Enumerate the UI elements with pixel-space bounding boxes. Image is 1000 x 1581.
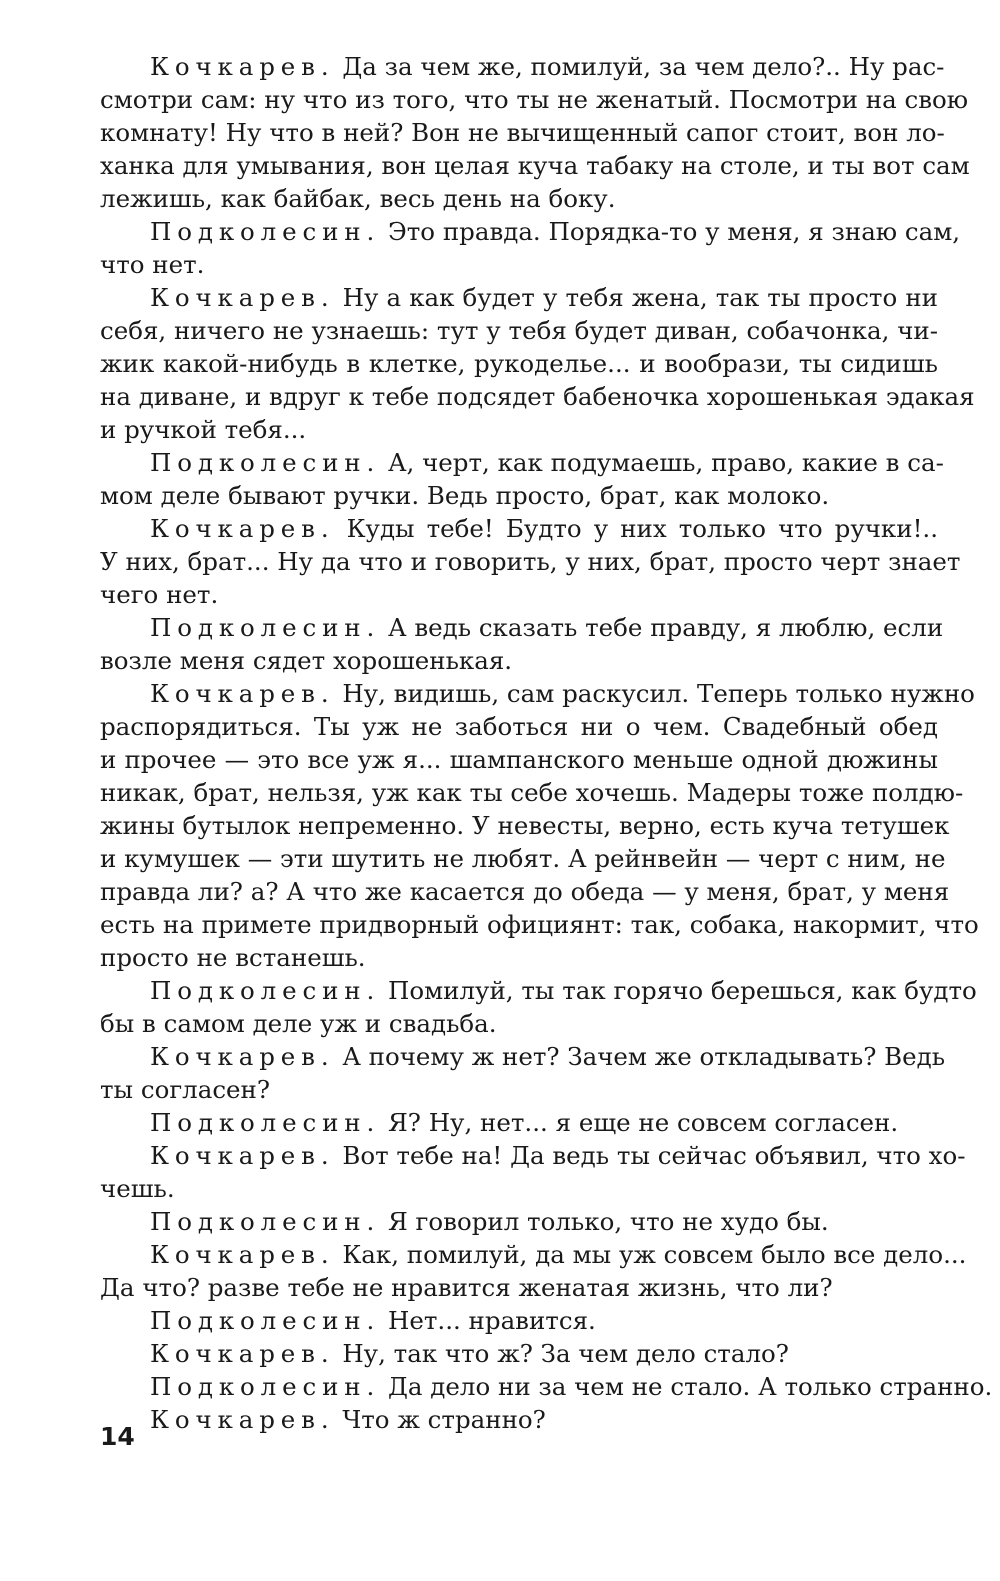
speech-text: просто не встанешь.	[100, 943, 366, 972]
dialogue-block	[100, 611, 944, 677]
dialogue-block	[100, 1370, 993, 1403]
speech-text: есть на примете придворный официянт: так, собака, накормит, что	[100, 910, 979, 939]
speaker-name: Подколесин.	[150, 1306, 381, 1335]
speech-text: бы в самом деле уж и свадьба.	[100, 1009, 497, 1038]
text-line	[100, 1040, 946, 1073]
text-line	[100, 578, 938, 611]
dialogue-block	[100, 446, 944, 512]
text-line	[100, 1403, 938, 1436]
speech-text: лежишь, как байбак, весь день на боку.	[100, 184, 616, 213]
text-line	[100, 215, 961, 248]
speech-text: А ведь сказать тебе правду, я люблю, если	[387, 613, 944, 642]
speech-text: ханка для умывания, вон целая куча табаку на столе, и ты вот сам	[100, 151, 970, 180]
text-line	[100, 248, 938, 281]
speaker-name: Подколесин.	[150, 1207, 381, 1236]
speaker-name: Кочкарев.	[150, 514, 335, 543]
dialogue-block	[100, 1205, 938, 1238]
speech-text: Как, помилуй, да мы уж совсем было все дело...	[342, 1240, 967, 1269]
text-line	[100, 1073, 938, 1106]
text-line	[100, 413, 938, 446]
speech-text: и кумушек — эти шутить не любят. А рейнвейн — черт с ним, не	[100, 844, 946, 873]
dialogue-block	[100, 281, 975, 446]
dialogue-block	[100, 50, 970, 215]
text-line	[100, 974, 977, 1007]
text-line	[100, 1106, 938, 1139]
speech-text: на диване, и вдруг к тебе подсядет бабеночка хорошенькая эдакая	[100, 382, 975, 411]
dialogue-block	[100, 677, 979, 974]
dialogue-block	[100, 974, 977, 1040]
text-line	[100, 281, 938, 314]
page-number: 14	[100, 1422, 135, 1451]
speech-text: комнату! Ну что в ней? Вон не вычищенный сапог стоит, вон ло-	[100, 118, 945, 147]
text-line	[100, 1304, 938, 1337]
speech-text: Нет... нравится.	[387, 1306, 596, 1335]
speaker-name: Подколесин.	[150, 1372, 381, 1401]
speech-text: и ручкой тебя...	[100, 415, 307, 444]
speech-text: Ну, видишь, сам раскусил. Теперь только нужно	[342, 679, 975, 708]
speech-text: возле меня сядет хорошенькая.	[100, 646, 513, 675]
text-line	[100, 512, 938, 545]
speech-text: Куды тебе! Будто у них только что ручки!..	[346, 514, 938, 543]
text-line	[100, 1337, 938, 1370]
text-line	[100, 611, 944, 644]
dialogue-block	[100, 1403, 938, 1436]
dialogue-block	[100, 1040, 946, 1106]
speech-text: А почему ж нет? Зачем же откладывать? Ведь	[342, 1042, 946, 1071]
text-line	[100, 380, 975, 413]
dialogue-block	[100, 1106, 938, 1139]
text-line	[100, 1271, 938, 1304]
text-line	[100, 809, 950, 842]
text-line	[100, 50, 945, 83]
text-line	[100, 710, 938, 743]
speaker-name: Кочкарев.	[150, 1042, 335, 1071]
speech-text: жины бутылок непременно. У невесты, верно, есть куча тетушек	[100, 811, 950, 840]
speech-text: Да за чем же, помилуй, за чем дело?.. Ну рас-	[342, 52, 945, 81]
speech-text: чешь.	[100, 1174, 175, 1203]
speaker-name: Подколесин.	[150, 217, 381, 246]
speech-text: Вот тебе на! Да ведь ты сейчас объявил, что хо-	[342, 1141, 966, 1170]
speech-text: Да что? разве тебе не нравится женатая жизнь, что ли?	[100, 1273, 833, 1302]
text-line	[100, 83, 969, 116]
speech-text: Да дело ни за чем не стало. А только странно.	[387, 1372, 993, 1401]
text-line	[100, 149, 970, 182]
speaker-name: Кочкарев.	[150, 1405, 335, 1434]
text-line	[100, 347, 938, 380]
speech-text: Что ж странно?	[342, 1405, 546, 1434]
dialogue-block	[100, 512, 961, 611]
text-line	[100, 446, 944, 479]
dialogue-block	[100, 1337, 938, 1370]
speech-text: смотри сам: ну что из того, что ты не женатый. Посмотри на свою	[100, 85, 969, 114]
text-line	[100, 1172, 938, 1205]
speech-text: Это правда. Порядка-то у меня, я знаю сам,	[387, 217, 961, 246]
dialogue-block	[100, 215, 961, 281]
speech-text: Я говорил только, что не худо бы.	[387, 1207, 829, 1236]
speech-text: себя, ничего не узнаешь: тут у тебя будет диван, собачонка, чи-	[100, 316, 938, 345]
text-line	[100, 182, 938, 215]
dialogue-block	[100, 1238, 967, 1304]
text-line	[100, 908, 979, 941]
speech-text: распорядиться. Ты уж не заботься ни о чем. Свадебный обед	[100, 712, 938, 741]
speaker-name: Кочкарев.	[150, 283, 335, 312]
speech-text: чего нет.	[100, 580, 219, 609]
speaker-name: Кочкарев.	[150, 1339, 335, 1368]
play-text	[100, 50, 993, 1436]
speech-text: У них, брат... Ну да что и говорить, у них, брат, просто черт знает	[100, 547, 961, 576]
speaker-name: Подколесин.	[150, 1108, 381, 1137]
text-line	[100, 1238, 967, 1271]
speaker-name: Кочкарев.	[150, 52, 335, 81]
text-line	[100, 842, 946, 875]
text-line	[100, 479, 938, 512]
text-line	[100, 776, 964, 809]
speech-text: что нет.	[100, 250, 205, 279]
speech-text: жик какой-нибудь в клетке, рукоделье... и вообрази, ты сидишь	[100, 349, 938, 378]
speaker-name: Подколесин.	[150, 448, 381, 477]
speaker-name: Подколесин.	[150, 613, 381, 642]
text-line	[100, 545, 961, 578]
speech-text: ты согласен?	[100, 1075, 271, 1104]
text-line	[100, 116, 945, 149]
speech-text: Я? Ну, нет... я еще не совсем согласен.	[387, 1108, 899, 1137]
speaker-name: Подколесин.	[150, 976, 381, 1005]
speech-text: Ну а как будет у тебя жена, так ты просто ни	[342, 283, 938, 312]
speech-text: и прочее — это все уж я... шампанского меньше одной дюжины	[100, 745, 938, 774]
text-line	[100, 644, 938, 677]
dialogue-block	[100, 1139, 966, 1205]
speaker-name: Кочкарев.	[150, 1141, 335, 1170]
speaker-name: Кочкарев.	[150, 679, 335, 708]
text-line	[100, 743, 938, 776]
text-line	[100, 875, 950, 908]
speech-text: Ну, так что ж? За чем дело стало?	[342, 1339, 789, 1368]
text-line	[100, 1007, 938, 1040]
text-line	[100, 941, 938, 974]
text-line	[100, 1205, 938, 1238]
dialogue-block	[100, 1304, 938, 1337]
text-line	[100, 314, 938, 347]
text-line	[100, 1370, 993, 1403]
speech-text: А, черт, как подумаешь, право, какие в са-	[387, 448, 944, 477]
text-line	[100, 1139, 966, 1172]
speech-text: мом деле бывают ручки. Ведь просто, брат, как молоко.	[100, 481, 830, 510]
text-line	[100, 677, 975, 710]
speaker-name: Кочкарев.	[150, 1240, 335, 1269]
speech-text: правда ли? а? А что же касается до обеда — у меня, брат, у меня	[100, 877, 950, 906]
speech-text: Помилуй, ты так горячо берешься, как будто	[387, 976, 977, 1005]
speech-text: никак, брат, нельзя, уж как ты себе хочешь. Мадеры тоже полдю-	[100, 778, 964, 807]
